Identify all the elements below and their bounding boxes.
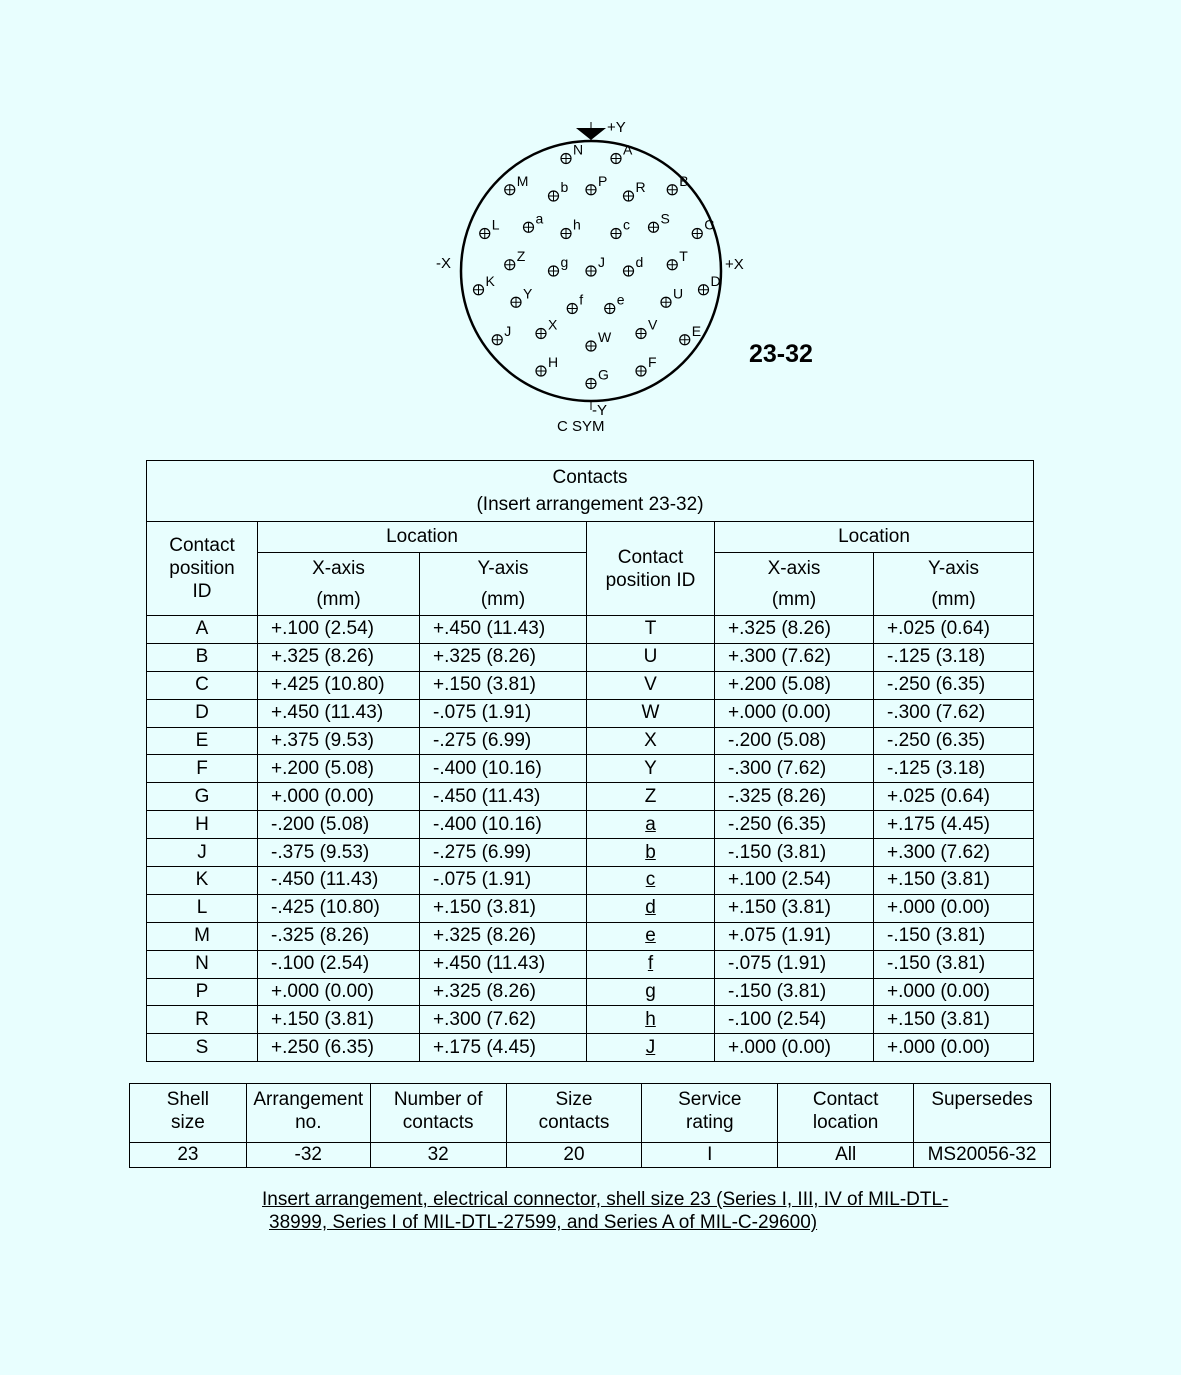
x-value-cell: +.375 (9.53) [258,727,420,755]
centerline-sym-label: C SYM [557,418,605,435]
x-value-cell: -.425 (10.80) [258,894,420,922]
x-axis-label: X-axis [312,558,365,579]
contact-id-cell: R [147,1006,258,1034]
contact-id-cell: D [147,699,258,727]
contact-cavity [549,254,569,276]
caption-line-2: 38999, Series I of MIL-DTL-27599, and Series A of MIL-C-29600) [269,1212,818,1233]
table-row [147,922,1034,950]
summary-header-cell [246,1084,370,1143]
contact-id-cell: U [587,643,715,671]
x-value-cell: -.325 (8.26) [258,922,420,950]
contact-id-cell: M [147,922,258,950]
y-value-cell: +.325 (8.26) [420,922,587,950]
contact-cavity [536,317,558,339]
col-header-text: Contact position ID [605,546,696,591]
unit-label: (mm) [771,589,817,610]
x-value-cell: +.425 (10.80) [258,671,420,699]
table-row [147,811,1034,839]
cavity-label: K [485,272,495,289]
caption-line-1: Insert arrangement, electrical connector, shell size 23 (Series I, III, IV of MIL-DTL- [262,1189,949,1210]
contact-cavity [524,210,544,232]
summary-value-row [130,1143,1051,1168]
y-value-cell: +.175 (4.45) [874,811,1034,839]
contact-cavity [586,367,609,389]
y-value-cell: -.150 (3.81) [874,950,1034,978]
cavity-label: h [573,216,581,233]
cavity-label: c [623,216,630,233]
contact-id-cell: c [587,867,715,895]
cavity-label: L [491,216,500,233]
cavity-label: W [598,329,612,345]
arrangement-number-label: 23-32 [749,340,813,368]
x-value-cell: -.075 (1.91) [715,950,874,978]
y-value-cell: +.450 (11.43) [420,616,587,644]
axis-label-plus-x: +X [725,256,744,273]
cavity-label: P [598,172,608,189]
summary-value-cell: MS20056-32 [914,1143,1051,1168]
table-row [147,643,1034,671]
table-row [147,727,1034,755]
axis-label-plus-y: +Y [607,119,626,136]
cavity-label: N [573,141,584,158]
table-row [147,1006,1034,1034]
contact-id-cell: H [147,811,258,839]
summary-value-cell: I [642,1143,778,1168]
y-value-cell: +.450 (11.43) [420,950,587,978]
header-line-2: location [812,1112,879,1133]
col-header-text: Contact position ID [169,535,235,602]
summary-header-cell [370,1084,506,1143]
cavity-label: Z [516,247,526,264]
contact-id-cell: g [587,978,715,1006]
table-row [147,867,1034,895]
x-value-cell: -.325 (8.26) [715,783,874,811]
y-value-cell: +.300 (7.62) [420,1006,587,1034]
contact-id-cell: d [587,894,715,922]
x-value-cell: +.000 (0.00) [258,978,420,1006]
y-axis-label: Y-axis [927,558,980,579]
y-value-cell: -.275 (6.99) [420,839,587,867]
y-value-cell: -.075 (1.91) [420,699,587,727]
contact-id-cell: J [587,1034,715,1062]
cavity-label: H [548,354,559,370]
contact-id-cell: e [587,922,715,950]
y-value-cell: +.000 (0.00) [874,978,1034,1006]
y-value-cell: -.400 (10.16) [420,811,587,839]
y-value-cell: +.300 (7.62) [874,839,1034,867]
col-header-location-right: Location [715,522,1034,553]
x-value-cell: -.150 (3.81) [715,978,874,1006]
x-value-cell: +.000 (0.00) [715,1034,874,1062]
x-value-cell: -.150 (3.81) [715,839,874,867]
header-line-1: Size [555,1089,593,1110]
cavity-label: d [635,254,644,270]
contact-id-cell: K [147,867,258,895]
x-value-cell: -.100 (2.54) [715,1006,874,1034]
contact-cavity [611,217,630,239]
contact-cavities [474,142,721,389]
contact-id-cell: f [587,950,715,978]
contacts-table-title [147,461,1034,522]
contact-cavity [692,217,714,239]
header-line-2: contacts [538,1112,610,1133]
y-value-cell: +.150 (3.81) [874,867,1034,895]
summary-header-cell [778,1084,914,1143]
x-value-cell: +.325 (8.26) [258,643,420,671]
summary-header-cell [914,1084,1051,1143]
x-value-cell: -.250 (6.35) [715,811,874,839]
contact-cavity [605,292,625,314]
x-value-cell: -.450 (11.43) [258,867,420,895]
cavity-label: J [504,322,512,339]
header-line-1: Number of [393,1089,483,1110]
contact-id-cell: B [147,643,258,671]
table-row [147,699,1034,727]
cavity-label: S [660,210,670,227]
cavity-label: Y [523,285,533,302]
header-line-2: size [171,1112,205,1133]
col-header-location-left: Location [258,522,587,553]
contact-cavity [586,254,605,276]
contact-id-cell: G [147,783,258,811]
cavity-label: e [616,291,625,308]
contact-id-cell: C [147,671,258,699]
summary-value-cell: 20 [506,1143,642,1168]
contact-id-cell: W [587,699,715,727]
contact-cavity [624,254,644,276]
cavity-label: F [648,354,657,370]
contact-cavity [667,248,688,270]
x-axis-label: X-axis [767,558,821,579]
contact-id-cell: S [147,1034,258,1062]
cavity-label: E [691,322,702,339]
title-line-2: (Insert arrangement 23-32) [476,494,704,515]
summary-table [129,1083,1051,1168]
table-row [147,616,1034,644]
cavity-label: M [516,172,529,189]
contact-id-cell: E [147,727,258,755]
y-value-cell: -.250 (6.35) [874,727,1034,755]
header-line-2: contacts [402,1112,474,1133]
x-value-cell: +.450 (11.43) [258,699,420,727]
contact-cavity [561,217,581,239]
header-line-1: Contact [812,1089,879,1110]
y-value-cell: -.250 (6.35) [874,671,1034,699]
x-value-cell: -.100 (2.54) [258,950,420,978]
y-value-cell: -.150 (3.81) [874,922,1034,950]
axis-label-minus-y: -Y [592,402,607,419]
connector-face-drawing [420,110,760,450]
header-line-1: Supersedes [931,1089,1033,1110]
y-value-cell: -.300 (7.62) [874,699,1034,727]
cavity-label: D [710,272,721,289]
table-row [147,783,1034,811]
contact-cavity [480,217,500,239]
x-value-cell: +.200 (5.08) [258,755,420,783]
cavity-label: X [548,316,558,333]
contacts-table [146,460,1034,1062]
x-value-cell: +.150 (3.81) [715,894,874,922]
y-value-cell: +.025 (0.64) [874,616,1034,644]
y-value-cell: -.125 (3.18) [874,643,1034,671]
y-value-cell: +.150 (3.81) [420,671,587,699]
contact-id-cell: X [587,727,715,755]
summary-header-cell [130,1084,247,1143]
contact-id-cell: L [147,894,258,922]
y-value-cell: +.325 (8.26) [420,978,587,1006]
cavity-label: b [560,179,569,195]
contact-id-cell: A [147,616,258,644]
contact-cavity [492,323,511,345]
cavity-label: g [560,254,569,270]
x-value-cell: +.100 (2.54) [258,616,420,644]
cavity-label: U [673,285,684,302]
contact-cavity [474,273,496,295]
insert-arrangement-diagram [420,110,760,450]
contact-cavity [586,329,612,351]
y-value-cell: -.075 (1.91) [420,867,587,895]
contact-id-cell: Y [587,755,715,783]
cavity-label: A [623,141,633,158]
contact-cavity [699,273,721,295]
cavity-label: J [598,254,605,270]
y-value-cell: -.450 (11.43) [420,783,587,811]
contact-id-cell: a [587,811,715,839]
summary-value-cell: All [778,1143,914,1168]
contact-cavity [511,285,533,307]
contact-id-cell: b [587,839,715,867]
y-value-cell: +.150 (3.81) [420,894,587,922]
cavity-label: a [535,210,544,227]
col-header-x-left [258,553,420,616]
x-value-cell: -.200 (5.08) [258,811,420,839]
summary-value-cell: 23 [130,1143,247,1168]
x-value-cell: -.300 (7.62) [715,755,874,783]
contact-id-cell: V [587,671,715,699]
contact-cavity [649,210,670,232]
header-line-1: Arrangement [253,1089,364,1110]
col-header-contact-id-right [587,522,715,616]
cavity-label: B [679,172,689,189]
table-row [147,839,1034,867]
col-header-y-left [420,553,587,616]
contact-id-cell: F [147,755,258,783]
contact-id-cell: N [147,950,258,978]
summary-value-cell: 32 [370,1143,506,1168]
summary-header-cell [642,1084,778,1143]
contact-id-cell: Z [587,783,715,811]
y-value-cell: +.000 (0.00) [874,894,1034,922]
y-value-cell: +.325 (8.26) [420,643,587,671]
header-line-2: rating [686,1112,734,1133]
contact-cavity [661,285,683,307]
y-value-cell: -.125 (3.18) [874,755,1034,783]
x-value-cell: +.100 (2.54) [715,867,874,895]
y-axis-label: Y-axis [477,558,529,579]
cavity-label: G [598,366,609,383]
contact-cavity [586,173,607,195]
unit-label: (mm) [931,589,976,610]
y-value-cell: +.175 (4.45) [420,1034,587,1062]
header-line-1: Service [678,1089,742,1110]
contact-id-cell: T [587,616,715,644]
unit-label: (mm) [480,589,526,610]
cavity-label: f [579,291,584,308]
x-value-cell: -.375 (9.53) [258,839,420,867]
summary-value-cell: -32 [246,1143,370,1168]
unit-label: (mm) [316,589,361,610]
cavity-label: R [635,179,646,195]
x-value-cell: +.325 (8.26) [715,616,874,644]
contact-cavity [567,292,583,314]
table-row [147,671,1034,699]
x-value-cell: +.150 (3.81) [258,1006,420,1034]
contact-cavity [636,354,657,376]
table-row [147,894,1034,922]
x-value-cell: +.075 (1.91) [715,922,874,950]
header-line-1: Shell [166,1089,210,1110]
contact-cavity [624,179,646,201]
summary-header-row [130,1084,1051,1143]
cavity-label: C [704,216,715,233]
y-value-cell: -.275 (6.99) [420,727,587,755]
col-header-y-right [874,553,1034,616]
contacts-table-body [147,616,1034,1062]
contact-cavity [549,179,569,201]
y-value-cell: +.150 (3.81) [874,1006,1034,1034]
figure-caption [262,1188,948,1234]
y-value-cell: -.400 (10.16) [420,755,587,783]
cavity-label: V [648,316,658,333]
table-row [147,1034,1034,1062]
contact-cavity [505,248,526,270]
contact-cavity [667,173,688,195]
contact-cavity [680,323,701,345]
axis-label-minus-x: -X [436,255,451,272]
summary-header-cell [506,1084,642,1143]
header-line-2: no. [295,1112,322,1133]
x-value-cell: +.000 (0.00) [258,783,420,811]
contact-cavity [636,317,658,339]
x-value-cell: +.250 (6.35) [258,1034,420,1062]
table-row [147,755,1034,783]
contact-id-cell: h [587,1006,715,1034]
cavity-label: T [679,247,688,264]
contact-cavity [536,354,558,376]
contact-cavity [505,173,529,195]
y-value-cell: +.025 (0.64) [874,783,1034,811]
contact-id-cell: P [147,978,258,1006]
contact-id-cell: J [147,839,258,867]
x-value-cell: +.200 (5.08) [715,671,874,699]
x-value-cell: -.200 (5.08) [715,727,874,755]
x-value-cell: +.000 (0.00) [715,699,874,727]
table-row [147,978,1034,1006]
table-row [147,950,1034,978]
y-value-cell: +.000 (0.00) [874,1034,1034,1062]
col-header-contact-id-left [147,522,258,616]
title-line-1: Contacts [552,467,628,488]
col-header-x-right [715,553,874,616]
x-value-cell: +.300 (7.62) [715,643,874,671]
